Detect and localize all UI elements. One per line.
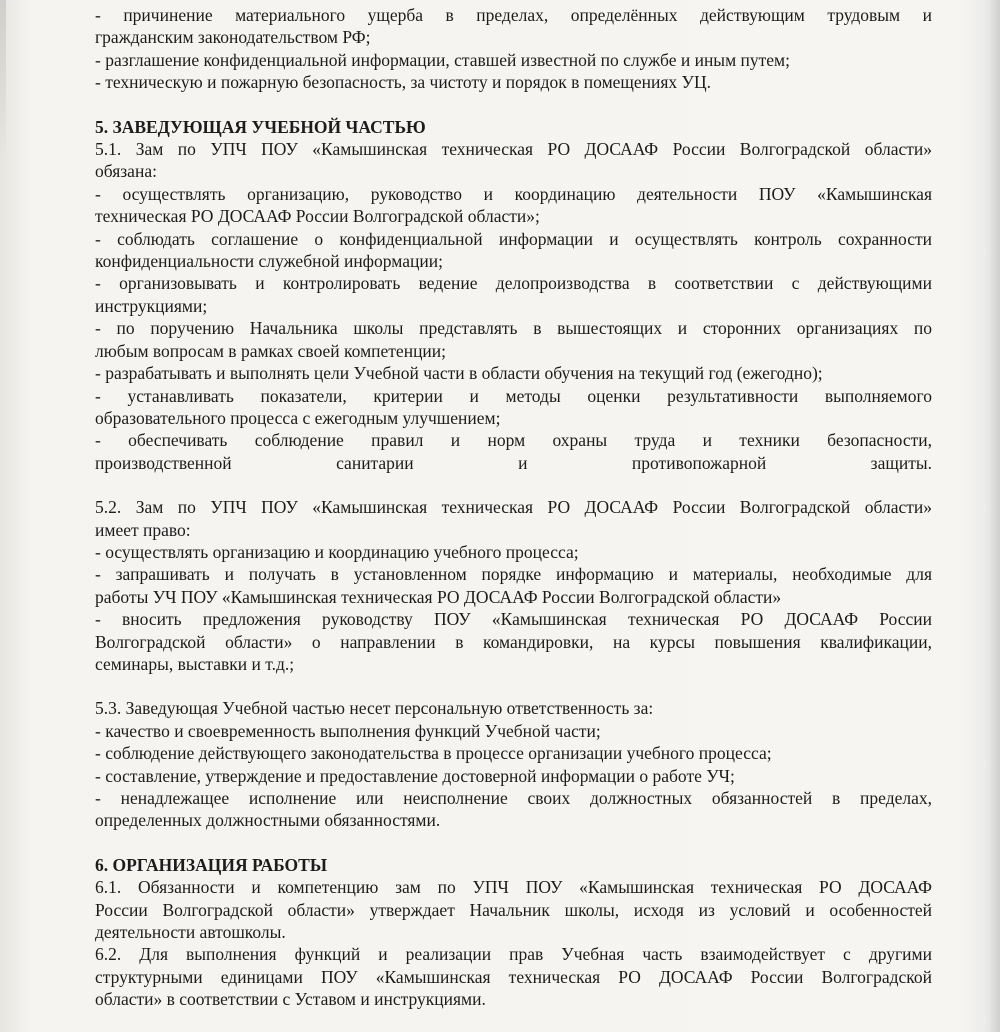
paragraph-line: деятельности автошколы. — [95, 922, 286, 943]
paragraph-line: - организовывать и контролировать ведение делопроизводства в соответствии с действующими — [95, 273, 932, 294]
paragraph-line: - запрашивать и получать в установленном порядке информацию и материалы, необходимые для — [95, 564, 932, 585]
page-shadow-right — [988, 0, 1000, 1032]
paragraph-line: семинары, выставки и т.д.; — [95, 653, 295, 674]
paragraph-line: 5.2. Зам по УПЧ ПОУ «Камышинская техническая РО ДОСААФ России Волгоградской области» — [95, 497, 932, 518]
section-5-2 — [95, 496, 932, 675]
paragraph-line: образовательного процесса с ежегодным улучшением; — [95, 407, 501, 428]
paragraph-line: 5.1. Зам по УПЧ ПОУ «Камышинская техническая РО ДОСААФ России Волгоградской области» — [95, 139, 932, 160]
paragraph-line: России Волгоградской области» утверждает Начальник школы, исходя из условий и особенностей — [95, 899, 932, 920]
paragraph-line: инструкциями; — [95, 295, 208, 316]
section-6-heading: 6. ОРГАНИЗАЦИЯ РАБОТЫ — [95, 854, 328, 875]
document-body — [95, 4, 932, 1011]
top-list — [95, 4, 932, 94]
paragraph-line: - качество и своевременность выполнения функций Учебной части; — [95, 720, 601, 741]
list-item: гражданским законодательством РФ; — [95, 27, 371, 48]
section-5-1 — [95, 138, 932, 474]
page-shadow-left — [0, 0, 6, 160]
paragraph-line: структурными единицами ПОУ «Камышинская техническая РО ДОСААФ России Волгоградской — [95, 966, 932, 987]
paragraph-line: - вносить предложения руководству ПОУ «Камышинская техническая РО ДОСААФ России — [95, 609, 932, 630]
paragraph-line: любым вопросам в рамках своей компетенции; — [95, 340, 447, 361]
list-item: - разглашение конфиденциальной информации, ставшей известной по службе и иным путем; — [95, 49, 790, 70]
paragraph-line: конфиденциальности служебной информации; — [95, 251, 443, 272]
paragraph-line: 5.3. Заведующая Учебной частью несет персональную ответственность за: — [95, 698, 654, 719]
paragraph-line: области» в соответствии с Уставом и инструкциями. — [95, 989, 486, 1010]
section-6 — [95, 876, 932, 1010]
paragraph-line: - устанавливать показатели, критерии и методы оценки результативности выполняемого — [95, 385, 932, 406]
paragraph-line: - разрабатывать и выполнять цели Учебной части в области обучения на текущий год (ежегодно); — [95, 363, 823, 384]
paragraph-line: - осуществлять организацию и координацию учебного процесса; — [95, 541, 579, 562]
section-5-3 — [95, 697, 932, 831]
paragraph-line: определенных должностными обязанностями. — [95, 810, 441, 831]
paragraph-line: - по поручению Начальника школы представлять в вышестоящих и сторонних организациях по — [95, 318, 932, 339]
paragraph-line: обязана: — [95, 161, 157, 182]
section-5-heading: 5. ЗАВЕДУЮЩАЯ УЧЕБНОЙ ЧАСТЬЮ — [95, 116, 426, 137]
paragraph-line: работы УЧ ПОУ «Камышинская техническая РО ДОСААФ России Волгоградской области» — [95, 586, 782, 607]
paragraph-line: - ненадлежащее исполнение или неисполнение своих должностных обязанностей в пределах, — [95, 788, 932, 808]
paragraph-line: - составление, утверждение и предоставление достоверной информации о работе УЧ; — [95, 765, 735, 786]
paragraph-line: - осуществлять организацию, руководство и координацию деятельности ПОУ «Камышинская — [95, 183, 932, 204]
paragraph-line: техническая РО ДОСААФ России Волгоградской области»; — [95, 206, 540, 227]
list-item: - техническую и пожарную безопасность, за чистоту и порядок в помещениях УЦ. — [95, 72, 711, 93]
paragraph-line: Волгоградской области» о направлении в командировки, на курсы повышения квалификации, — [95, 631, 932, 652]
paragraph-line: - обеспечивать соблюдение правил и норм охраны труда и техники безопасности, — [95, 430, 932, 451]
paragraph-line: 6.2. Для выполнения функций и реализации прав Учебная часть взаимодействует с другими — [95, 944, 932, 965]
paragraph-line: 6.1. Обязанности и компетенцию зам по УПЧ ПОУ «Камышинская техническая РО ДОСААФ — [95, 877, 932, 898]
paragraph-line: - соблюдение действующего законодательства в процессе организации учебного процесса; — [95, 743, 772, 764]
list-item: - причинение материального ущерба в пределах, определённых действующим трудовым и — [95, 5, 932, 25]
paragraph-line: производственной санитарии и противопожарной защиты. — [95, 452, 932, 473]
paragraph-line: имеет право: — [95, 519, 191, 540]
paragraph-line: - соблюдать соглашение о конфиденциальной информации и осуществлять контроль сохранности — [95, 228, 932, 249]
